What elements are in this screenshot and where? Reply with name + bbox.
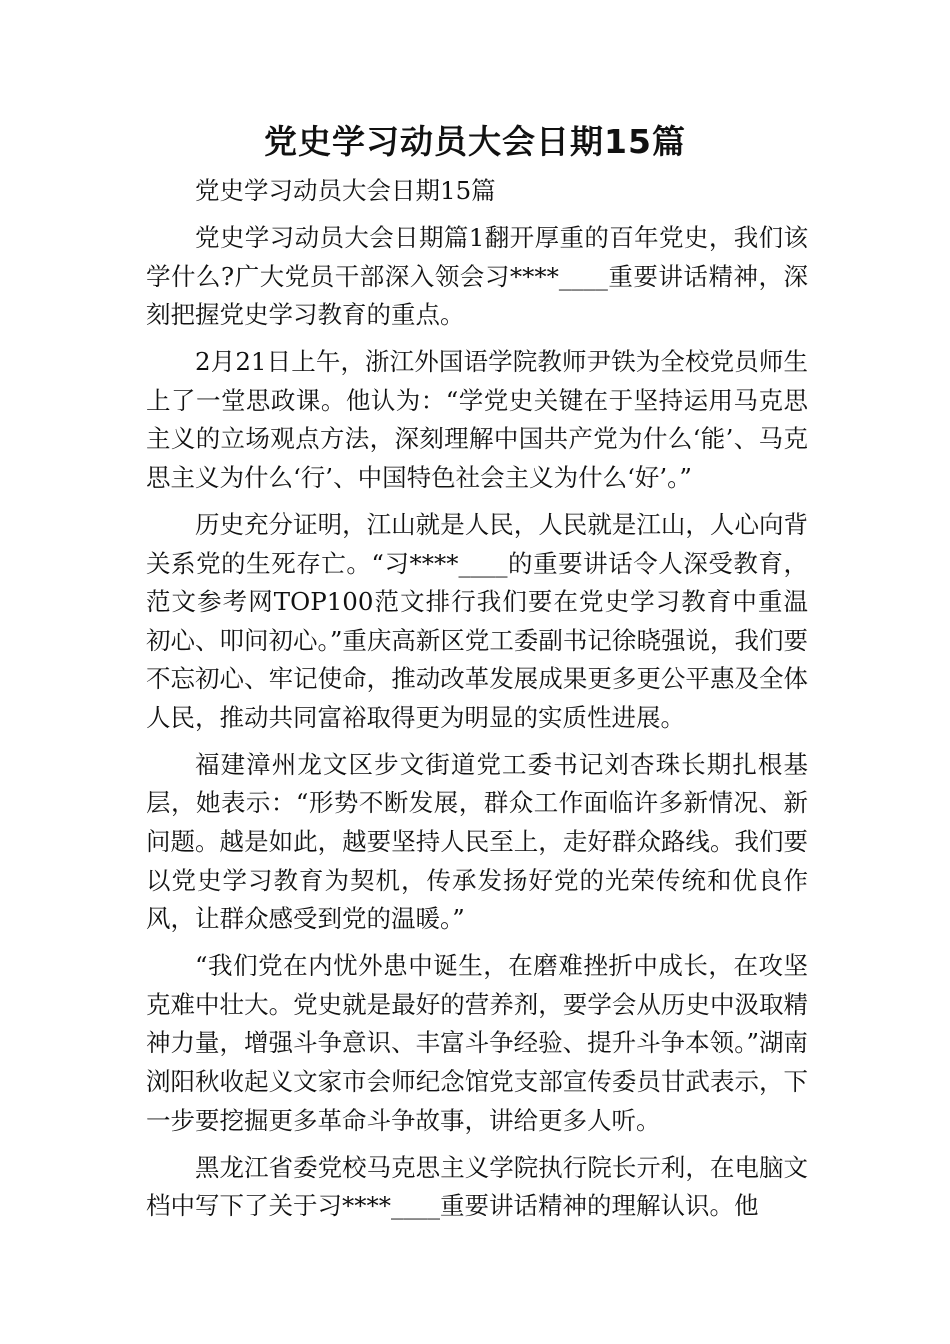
paragraph: 历史充分证明，江山就是人民，人民就是江山，人心向背关系党的生死存亡。“习****____的重要讲话令人深受教育，范文参考网TOP100范文排行我们要在党史学习教育中重温初心、叩问初心。”重庆高新区党工委副书记徐晓强说，我们要不忘初心、牢记使命，推动改革发展成果更多更公平惠及全体人民，推动共同富裕取得更为明显的实质性进展。 xyxy=(146,509,808,732)
document-title: 党史学习动员大会日期15篇 xyxy=(264,122,686,161)
paragraph: 黑龙江省委党校马克思主义学院执行院长亓利，在电脑文档中写下了关于习****____重要讲话精神的理解认识。他 xyxy=(146,1152,808,1221)
paragraph: 2月21日上午，浙江外国语学院教师尹铁为全校党员师生上了一堂思政课。他认为：“学党史关键在于坚持运用马克思主义的立场观点方法，深刻理解中国共产党为什么‘能’、马克思主义为什么‘行’、中国特色社会主义为什么‘好’。” xyxy=(146,347,808,492)
document-body xyxy=(146,172,808,1234)
paragraph: “我们党在内忧外患中诞生，在磨难挫折中成长，在攻坚克难中壮大。党史就是最好的营养剂，要学会从历史中汲取精神力量，增强斗争意识、丰富斗争经验、提升斗争本领。”湖南浏阳秋收起义文家市会师纪念馆党支部宣传委员甘武表示，下一步要挖掘更多革命斗争故事，讲给更多人听。 xyxy=(146,951,808,1135)
paragraph: 党史学习动员大会日期篇1翻开厚重的百年党史，我们该学什么?广大党员干部深入领会习****____重要讲话精神，深刻把握党史学习教育的重点。 xyxy=(146,222,808,330)
paragraph-subtitle: 党史学习动员大会日期15篇 xyxy=(195,176,496,205)
paragraph: 福建漳州龙文区步文街道党工委书记刘杏珠长期扎根基层，她表示：“形势不断发展，群众工作面临许多新情况、新问题。越是如此，越要坚持人民至上，走好群众路线。我们要以党史学习教育为契机，传承发扬好党的光荣传统和优良作风，让群众感受到党的温暖。” xyxy=(146,749,808,934)
